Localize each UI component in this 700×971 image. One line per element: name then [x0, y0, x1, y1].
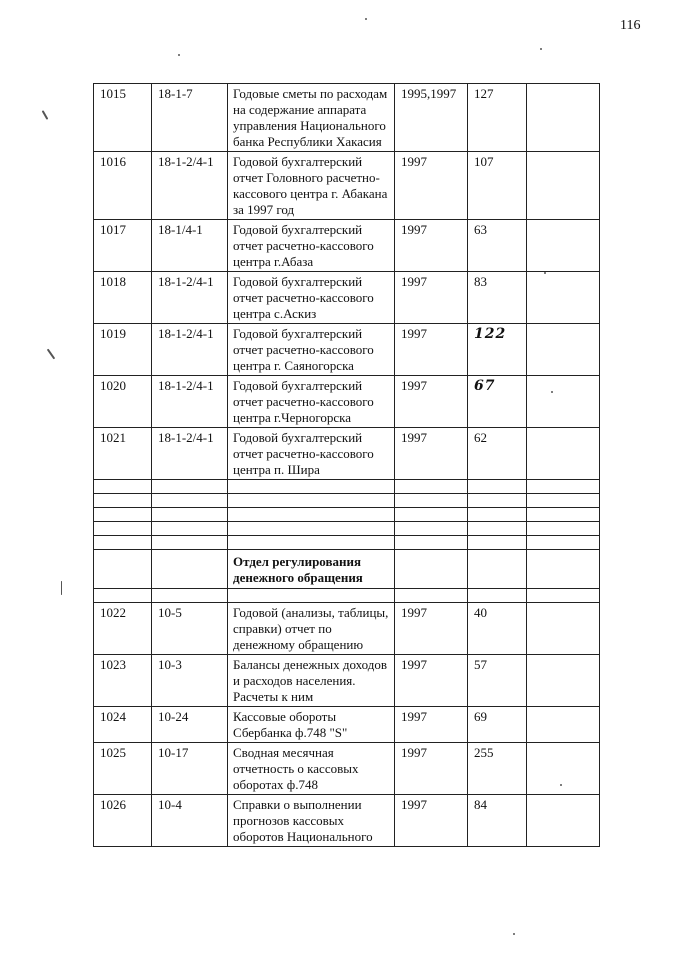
item-years: 1997 [395, 272, 468, 324]
table-row [94, 152, 600, 220]
table-row [94, 220, 600, 272]
item-years: 1997 [395, 152, 468, 220]
item-note [527, 84, 600, 152]
item-number: 1018 [94, 272, 152, 324]
item-title: Кассовые обороты Сбербанка ф.748 "S" [228, 707, 395, 743]
item-sheets-handwritten: 67 [468, 376, 527, 428]
item-index: 18-1-2/4-1 [152, 324, 228, 376]
empty-row [94, 508, 600, 522]
item-title: Сводная месячная отчетность о кассовых оборотах ф.748 [228, 743, 395, 795]
item-index: 18-1/4-1 [152, 220, 228, 272]
item-number: 1015 [94, 84, 152, 152]
item-index: 10-4 [152, 795, 228, 847]
inventory-table [93, 83, 600, 847]
table-row [94, 707, 600, 743]
item-sheets-handwritten: 122 [468, 324, 527, 376]
item-note [527, 272, 600, 324]
empty-row [94, 536, 600, 550]
item-years: 1997 [395, 795, 468, 847]
item-sheets: 57 [468, 655, 527, 707]
item-years: 1997 [395, 743, 468, 795]
item-title: Балансы денежных доходов и расходов населения. Расчеты к ним [228, 655, 395, 707]
item-title: Годовые сметы по расходам на содержание аппарата управления Национального банка Республики Хакасия [228, 84, 395, 152]
item-number: 1019 [94, 324, 152, 376]
page-number: 116 [620, 18, 641, 33]
item-index: 18-1-2/4-1 [152, 376, 228, 428]
item-note [527, 428, 600, 480]
item-years: 1995,1997 [395, 84, 468, 152]
empty-row [94, 494, 600, 508]
item-note [527, 220, 600, 272]
item-sheets: 69 [468, 707, 527, 743]
table-row [94, 795, 600, 847]
table-row [94, 324, 600, 376]
item-sheets: 63 [468, 220, 527, 272]
item-note [527, 795, 600, 847]
scan-speck [560, 784, 562, 786]
item-number: 1026 [94, 795, 152, 847]
item-index: 10-5 [152, 603, 228, 655]
table-row [94, 428, 600, 480]
item-index: 18-1-7 [152, 84, 228, 152]
section-row [94, 550, 600, 589]
scan-speck [178, 54, 180, 56]
item-sheets: 255 [468, 743, 527, 795]
scan-speck [365, 18, 367, 20]
item-index: 18-1-2/4-1 [152, 272, 228, 324]
scan-speck [551, 391, 553, 393]
empty-row [94, 480, 600, 494]
item-number: 1016 [94, 152, 152, 220]
item-number: 1025 [94, 743, 152, 795]
item-years: 1997 [395, 220, 468, 272]
item-title: Годовой бухгалтерский отчет расчетно-кассового центра п. Шира [228, 428, 395, 480]
scan-speck [42, 110, 49, 120]
table-row [94, 655, 600, 707]
item-note [527, 324, 600, 376]
table-row [94, 272, 600, 324]
item-title: Годовой (анализы, таблицы, справки) отчет по денежному обращению [228, 603, 395, 655]
item-note [527, 152, 600, 220]
item-number: 1021 [94, 428, 152, 480]
item-title: Годовой бухгалтерский отчет расчетно-кассового центра с.Аскиз [228, 272, 395, 324]
scan-speck [540, 48, 542, 50]
item-sheets: 84 [468, 795, 527, 847]
empty-row [94, 522, 600, 536]
item-years: 1997 [395, 376, 468, 428]
table-row [94, 743, 600, 795]
item-years: 1997 [395, 603, 468, 655]
item-index: 10-3 [152, 655, 228, 707]
scan-speck [544, 272, 546, 274]
scan-speck [47, 349, 56, 360]
scan-speck [61, 581, 62, 595]
item-number: 1023 [94, 655, 152, 707]
item-note [527, 707, 600, 743]
item-title: Годовой бухгалтерский отчет расчетно-кассового центра г. Саяногорска [228, 324, 395, 376]
item-years: 1997 [395, 655, 468, 707]
item-years: 1997 [395, 324, 468, 376]
item-note [527, 655, 600, 707]
item-index: 10-17 [152, 743, 228, 795]
scan-speck [513, 933, 515, 935]
table-row [94, 84, 600, 152]
item-sheets: 127 [468, 84, 527, 152]
section-title: Отдел регулирования денежного обращения [228, 550, 395, 589]
item-note [527, 376, 600, 428]
item-sheets: 40 [468, 603, 527, 655]
item-years: 1997 [395, 428, 468, 480]
empty-row [94, 589, 600, 603]
item-note [527, 743, 600, 795]
item-index: 18-1-2/4-1 [152, 152, 228, 220]
item-title: Годовой бухгалтерский отчет расчетно-кассового центра г.Черногорска [228, 376, 395, 428]
item-sheets: 62 [468, 428, 527, 480]
item-sheets: 83 [468, 272, 527, 324]
item-number: 1024 [94, 707, 152, 743]
item-number: 1017 [94, 220, 152, 272]
item-index: 18-1-2/4-1 [152, 428, 228, 480]
item-sheets: 107 [468, 152, 527, 220]
item-title: Годовой бухгалтерский отчет расчетно-кассового центра г.Абаза [228, 220, 395, 272]
item-years: 1997 [395, 707, 468, 743]
table-row [94, 603, 600, 655]
item-title: Справки о выполнении прогнозов кассовых оборотов Национального [228, 795, 395, 847]
item-note [527, 603, 600, 655]
item-number: 1020 [94, 376, 152, 428]
item-number: 1022 [94, 603, 152, 655]
table-row [94, 376, 600, 428]
item-index: 10-24 [152, 707, 228, 743]
item-title: Годовой бухгалтерский отчет Головного расчетно-кассового центра г. Абакана за 1997 год [228, 152, 395, 220]
